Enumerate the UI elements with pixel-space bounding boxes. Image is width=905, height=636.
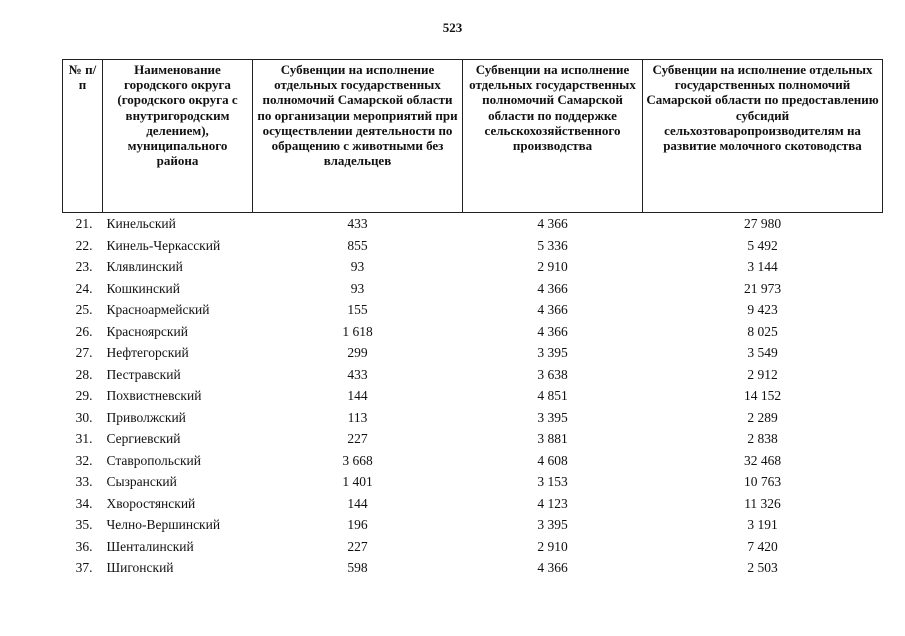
row-number: 37. [75, 560, 93, 575]
dairy-value: 3 549 [747, 345, 778, 360]
header-municipality-name: Наименование городского округа (городского округа с внутригородским делением), муниципального района [103, 60, 253, 213]
row-number: 23. [75, 259, 93, 274]
agriculture-value: 4 366 [537, 216, 568, 231]
table-row [63, 493, 883, 515]
subventions-table [62, 59, 883, 579]
municipality-name: Шигонский [106, 560, 174, 575]
dairy-value: 2 289 [747, 409, 778, 425]
municipality-name: Приволжский [106, 409, 186, 425]
table-row [63, 364, 883, 386]
municipality-name: Кинель-Черкасский [106, 237, 221, 253]
animal-handling-value: 3 668 [342, 452, 373, 468]
animal-handling-value: 1 618 [342, 323, 373, 339]
table-row [63, 385, 883, 407]
animal-handling-value: 227 [347, 431, 368, 446]
animal-handling-value: 144 [347, 495, 368, 511]
header-agriculture-subvention: Субвенции на исполнение отдельных государственных полномочий Самарской области по поддержке сельскохозяйственного производства [463, 60, 643, 213]
row-number: 30. [75, 409, 93, 425]
table-row [63, 471, 883, 493]
municipality-name: Кошкинский [106, 280, 180, 296]
agriculture-value: 3 395 [537, 409, 568, 425]
table-row [63, 514, 883, 536]
dairy-value: 5 492 [747, 237, 778, 253]
agriculture-value: 4 123 [537, 495, 568, 511]
page-number: 523 [442, 20, 463, 35]
agriculture-value: 3 395 [537, 517, 568, 532]
table-row [63, 299, 883, 321]
animal-handling-value: 598 [347, 560, 368, 575]
dairy-value: 8 025 [747, 323, 778, 339]
municipality-name: Сызранский [106, 474, 177, 489]
row-number: 24. [75, 280, 93, 296]
dairy-value: 10 763 [743, 474, 782, 489]
animal-handling-value: 113 [347, 409, 368, 425]
municipality-name: Красноармейский [106, 302, 210, 317]
municipality-name: Кинельский [106, 216, 176, 231]
dairy-value: 11 326 [744, 495, 781, 511]
agriculture-value: 4 366 [537, 302, 568, 317]
agriculture-value: 3 638 [537, 366, 568, 382]
dairy-value: 2 838 [747, 431, 778, 446]
table-row [63, 342, 883, 364]
animal-handling-value: 299 [347, 345, 368, 360]
row-number: 21. [75, 216, 93, 231]
table-row [63, 256, 883, 278]
table-row [63, 536, 883, 558]
dairy-value: 9 423 [747, 302, 778, 317]
animal-handling-value: 433 [347, 216, 368, 231]
table-row [63, 428, 883, 450]
table-row [63, 321, 883, 343]
agriculture-value: 4 366 [537, 560, 568, 575]
dairy-value: 32 468 [743, 452, 782, 468]
agriculture-value: 3 153 [537, 474, 568, 489]
municipality-name: Ставропольский [106, 452, 201, 468]
row-number: 27. [75, 345, 93, 360]
row-number: 28. [75, 366, 93, 382]
row-number: 32. [75, 452, 93, 468]
table-header-row [63, 60, 883, 213]
animal-handling-value: 855 [347, 237, 368, 253]
row-number: 34. [75, 495, 93, 511]
table-row [63, 450, 883, 472]
dairy-value: 3 191 [747, 517, 778, 532]
animal-handling-value: 433 [347, 366, 368, 382]
municipality-name: Похвистневский [106, 388, 202, 403]
animal-handling-value: 144 [347, 388, 368, 403]
animal-handling-value: 93 [350, 280, 365, 296]
row-number: 36. [75, 538, 93, 554]
agriculture-value: 4 851 [537, 388, 568, 403]
row-number: 26. [75, 323, 93, 339]
table-row [63, 407, 883, 429]
agriculture-value: 4 366 [537, 280, 568, 296]
dairy-value: 21 973 [743, 280, 782, 296]
row-number: 31. [75, 431, 93, 446]
municipality-name: Хворостянский [106, 495, 196, 511]
table-row [63, 213, 883, 235]
row-number: 22. [75, 237, 93, 253]
municipality-name: Красноярский [106, 323, 188, 339]
row-number: 25. [75, 302, 93, 317]
agriculture-value: 4 608 [537, 452, 568, 468]
animal-handling-value: 155 [347, 302, 368, 317]
agriculture-value: 2 910 [537, 259, 568, 274]
agriculture-value: 5 336 [537, 237, 568, 253]
municipality-name: Пестравский [106, 366, 181, 382]
agriculture-value: 2 910 [537, 538, 568, 554]
animal-handling-value: 1 401 [342, 474, 373, 489]
animal-handling-value: 196 [347, 517, 368, 532]
animal-handling-value: 227 [347, 538, 368, 554]
municipality-name: Шенталинский [106, 538, 194, 554]
agriculture-value: 3 881 [537, 431, 568, 446]
agriculture-value: 3 395 [537, 345, 568, 360]
dairy-value: 2 503 [747, 560, 778, 575]
header-animal-handling-subvention: Субвенции на исполнение отдельных государственных полномочий Самарской области по организации мероприятий при осуществлении деятельности по обращению с животными без владельцев [253, 60, 463, 213]
dairy-value: 27 980 [743, 216, 782, 231]
agriculture-value: 4 366 [537, 323, 568, 339]
dairy-value: 7 420 [747, 538, 778, 554]
municipality-name: Нефтегорский [106, 345, 189, 360]
table-row [63, 557, 883, 579]
table-row [63, 235, 883, 257]
table-row [63, 278, 883, 300]
dairy-value: 2 912 [747, 366, 778, 382]
municipality-name: Сергиевский [106, 431, 181, 446]
dairy-value: 14 152 [743, 388, 782, 403]
municipality-name: Клявлинский [106, 259, 183, 274]
row-number: 29. [75, 388, 93, 403]
row-number: 35. [75, 517, 93, 532]
header-dairy-subvention: Субвенции на исполнение отдельных государственных полномочий Самарской области по предоставлению субсидий сельхозтоваропроизводителям на развитие молочного скотоводства [643, 60, 883, 213]
municipality-name: Челно-Вершинский [106, 517, 221, 532]
animal-handling-value: 93 [350, 259, 365, 274]
row-number: 33. [75, 474, 93, 489]
header-number: № п/п [63, 60, 103, 213]
dairy-value: 3 144 [747, 259, 778, 274]
